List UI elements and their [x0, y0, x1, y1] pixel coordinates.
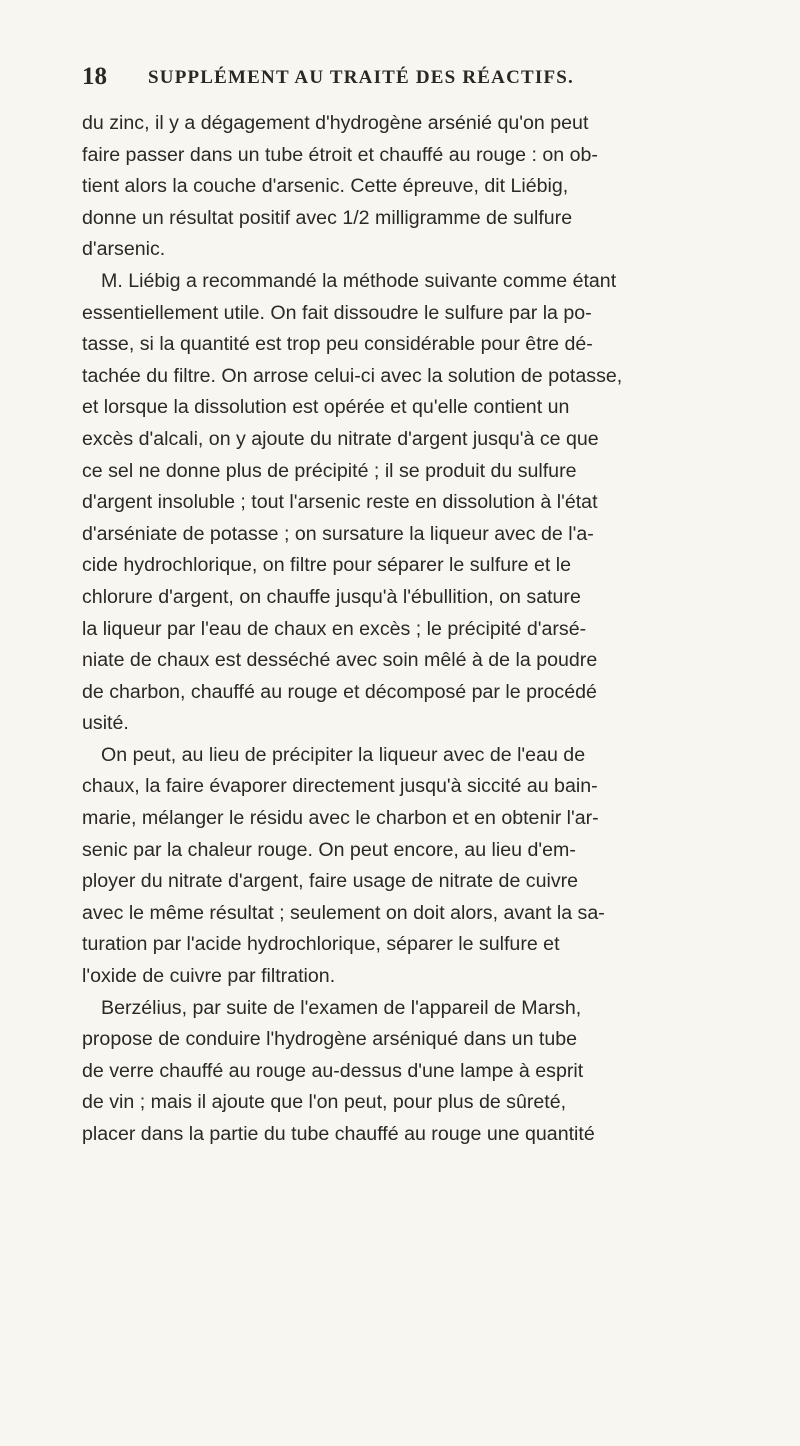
text-line: tasse, si la quantité est trop peu considérable pour être dé- [82, 333, 593, 356]
text-line: de charbon, chauffé au rouge et décomposé par le procédé [82, 680, 597, 703]
text-line: essentiellement utile. On fait dissoudre le sulfure par la po- [82, 301, 592, 324]
text-line: chaux, la faire évaporer directement jusqu'à siccité au bain- [82, 775, 598, 798]
text-line: usité. [82, 712, 129, 735]
paragraph [82, 740, 742, 993]
page-number: 18 [82, 63, 107, 90]
text-line: donne un résultat positif avec 1/2 milligramme de sulfure [82, 206, 573, 229]
text-line: Berzélius, par suite de l'examen de l'appareil de Marsh, [101, 996, 582, 1019]
text-line: la liqueur par l'eau de chaux en excès ; le précipité d'arsé- [82, 617, 587, 640]
text-line: d'arsenic. [82, 238, 166, 261]
text-line: M. Liébig a recommandé la méthode suivante comme étant [101, 269, 617, 292]
text-line: du zinc, il y a dégagement d'hydrogène arsénié qu'on peut [82, 112, 589, 134]
body-text [82, 108, 742, 1151]
text-line: senic par la chaleur rouge. On peut encore, au lieu d'em- [82, 838, 576, 861]
text-line: d'argent insoluble ; tout l'arsenic reste en dissolution à l'état [82, 491, 598, 514]
text-line: l'oxide de cuivre par filtration. [82, 965, 336, 988]
text-line: tachée du filtre. On arrose celui-ci avec la solution de potasse, [82, 364, 623, 387]
text-line: d'arséniate de potasse ; on sursature la liqueur avec de l'a- [82, 522, 594, 545]
text-line: placer dans la partie du tube chauffé au rouge une quantité [82, 1123, 595, 1145]
text-line: niate de chaux est desséché avec soin mêlé à de la poudre [82, 649, 598, 672]
text-line: faire passer dans un tube étroit et chauffé au rouge : on ob- [82, 143, 598, 166]
running-head: SUPPLÉMENT AU TRAITÉ DES RÉACTIFS. [148, 67, 574, 88]
text-line: propose de conduire l'hydrogène arséniqué dans un tube [82, 1028, 578, 1051]
paragraph [82, 266, 742, 740]
text-line: marie, mélanger le résidu avec le charbon et en obtenir l'ar- [82, 807, 599, 830]
text-line: de vin ; mais il ajoute que l'on peut, pour plus de sûreté, [82, 1091, 567, 1114]
text-line: tient alors la couche d'arsenic. Cette épreuve, dit Liébig, [82, 175, 569, 198]
text-line: cide hydrochlorique, on filtre pour séparer le sulfure et le [82, 554, 572, 577]
text-line: On peut, au lieu de précipiter la liqueur avec de l'eau de [101, 743, 586, 766]
page-header [82, 61, 738, 101]
paragraph [82, 993, 742, 1151]
text-line: et lorsque la dissolution est opérée et qu'elle contient un [82, 396, 570, 419]
text-line: de verre chauffé au rouge au-dessus d'une lampe à esprit [82, 1059, 584, 1082]
paragraph [82, 108, 742, 266]
text-line: chlorure d'argent, on chauffe jusqu'à l'ébullition, on sature [82, 585, 581, 608]
text-line: ployer du nitrate d'argent, faire usage de nitrate de cuivre [82, 870, 579, 893]
text-line: ce sel ne donne plus de précipité ; il se produit du sulfure [82, 459, 577, 482]
text-line: avec le même résultat ; seulement on doit alors, avant la sa- [82, 901, 605, 924]
text-line: turation par l'acide hydrochlorique, séparer le sulfure et [82, 933, 560, 956]
text-line: excès d'alcali, on y ajoute du nitrate d'argent jusqu'à ce que [82, 427, 599, 450]
